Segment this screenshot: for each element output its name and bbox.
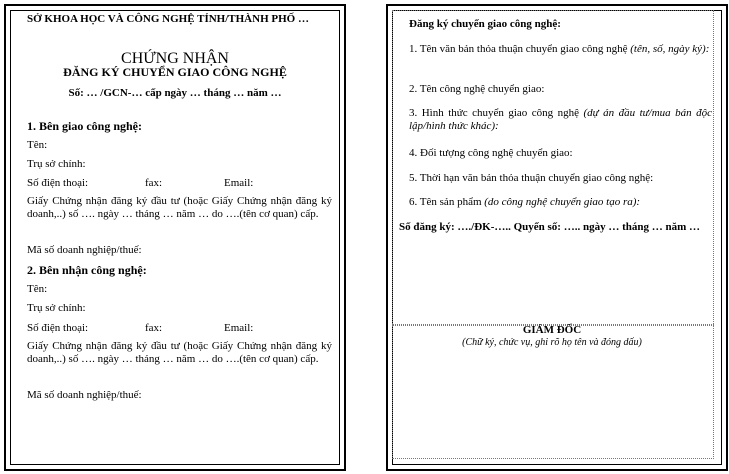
registration-heading: Đăng ký chuyển giao công nghệ: xyxy=(409,18,561,30)
item-4-text: 4. Đối tượng công nghệ chuyển giao: xyxy=(409,147,573,159)
item-5 xyxy=(409,172,653,185)
item-1-text: 1. Tên văn bản thỏa thuận chuyển giao công nghệ xyxy=(409,43,631,55)
registration-number-line: Số đăng ký: …./ĐK-….. Quyển số: ….. ngày … tháng … năm … xyxy=(399,221,701,233)
item-5-text: 5. Thời hạn văn bản thỏa thuận chuyển giao công nghệ: xyxy=(409,172,654,184)
transferor-name-label: Tên: xyxy=(27,139,48,151)
item-3-text: 3. Hình thức chuyển giao công nghệ xyxy=(409,107,584,119)
transferor-email-label: Email: xyxy=(224,177,254,189)
item-1 xyxy=(409,43,712,56)
transferee-certificate-text: Giấy Chứng nhận đăng ký đầu tư (hoặc Giấy Chứng nhận đăng ký doanh,..) số …. ngày … tháng … năm … do ….(tên cơ quan) cấp. xyxy=(27,340,332,365)
transferor-fax-label: fax: xyxy=(145,177,163,189)
director-signature-note: (Chữ ký, chức vụ, ghi rõ họ tên và đóng dấu) xyxy=(462,337,642,348)
back-dotted-guide xyxy=(392,10,714,326)
transferor-certificate-text: Giấy Chứng nhận đăng ký đầu tư (hoặc Giấy Chứng nhận đăng ký doanh,..) số …. ngày … tháng … năm … do ….(tên cơ quan) cấp. xyxy=(27,195,332,220)
agency-name: SỞ KHOA HỌC VÀ CÔNG NGHỆ TỈNH/THÀNH PHỐ … xyxy=(27,13,309,25)
item-6-text: 6. Tên sản phẩm xyxy=(409,196,485,208)
item-4 xyxy=(409,147,573,160)
transferee-tax-label: Mã số doanh nghiệp/thuế: xyxy=(27,389,142,401)
transferor-address-label: Trụ sở chính: xyxy=(27,158,86,170)
transferee-address-label: Trụ sở chính: xyxy=(27,302,86,314)
transferee-email-label: Email: xyxy=(224,322,254,334)
transferor-phone-label: Số điện thoại: xyxy=(27,177,89,189)
item-1-note: (tên, số, ngày ký): xyxy=(630,43,710,55)
certificate-title: CHỨNG NHẬN xyxy=(121,50,229,67)
transferor-tax-label: Mã số doanh nghiệp/thuế: xyxy=(27,244,142,256)
item-3-note: (dự án đầu tư/mua bán độc lập/hình thức khác): xyxy=(409,107,712,132)
transferee-phone-label: Số điện thoại: xyxy=(27,322,89,334)
certificate-number-line: Số: … /GCN-… cấp ngày … tháng … năm … xyxy=(68,87,282,99)
transferee-fax-label: fax: xyxy=(145,322,163,334)
item-6-note: (do công nghệ chuyển giao tạo ra): xyxy=(484,196,641,208)
transferor-heading: 1. Bên giao công nghệ: xyxy=(27,119,143,133)
item-2 xyxy=(409,83,544,96)
director-title: GIÁM ĐỐC xyxy=(522,324,582,336)
transferee-name-label: Tên: xyxy=(27,283,48,295)
item-3 xyxy=(409,107,712,133)
item-2-text: 2. Tên công nghệ chuyển giao: xyxy=(409,83,545,95)
item-6 xyxy=(409,196,640,209)
certificate-subtitle: ĐĂNG KÝ CHUYỂN GIAO CÔNG NGHỆ xyxy=(63,65,287,79)
transferee-heading: 2. Bên nhận công nghệ: xyxy=(27,263,147,277)
